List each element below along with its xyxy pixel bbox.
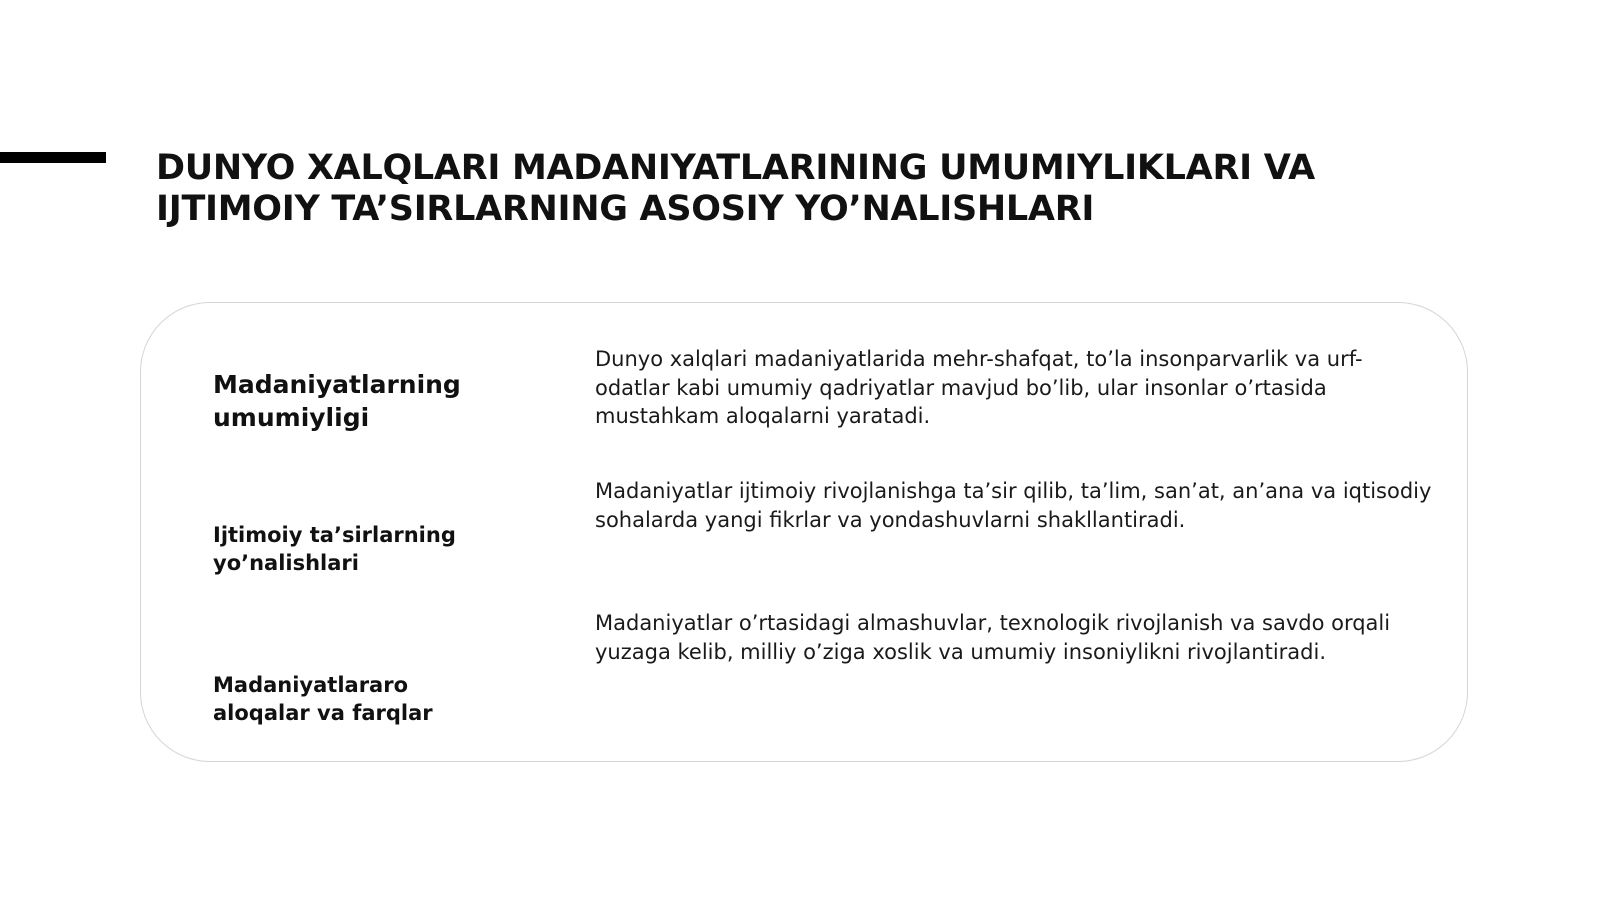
row-text-commonality: Dunyo xalqlari madaniyatlarida mehr-shafqat, to’la insonparvarlik va urf-odatlar kabi umumiy qadriyatlar mavjud bo’lib, ular insonlar o’rtasida mustahkam aloqalarni yaratadi. <box>595 347 1363 428</box>
row-text-social-influence: Madaniyatlar ijtimoiy rivojlanishga ta’sir qilib, ta’lim, san’at, an’ana va iqtisodiy sohalarda yangi fikrlar va yondashuvlarni shakllantiradi. <box>595 479 1432 532</box>
title-accent-bar <box>0 152 106 163</box>
row-text-intercultural: Madaniyatlar o’rtasidagi almashuvlar, texnologik rivojlanish va savdo orqali yuzaga kelib, milliy o’ziga xoslik va umumiy insoniylikni rivojlantiradi. <box>595 611 1391 664</box>
row-label-intercultural: Madaniyatlararo aloqalar va farqlar <box>213 673 433 725</box>
slide-title: DUNYO XALQLARI MADANIYATLARINING UMUMIYLIKLARI VA IJTIMOIY TA’SIRLARNING ASOSIY YO’NALISHLARI <box>156 148 1315 229</box>
row-label-commonality: Madaniyatlarning umumiyligi <box>213 370 461 432</box>
row-label-social-influence: Ijtimoiy ta’sirlarning yo’nalishlari <box>213 523 456 575</box>
